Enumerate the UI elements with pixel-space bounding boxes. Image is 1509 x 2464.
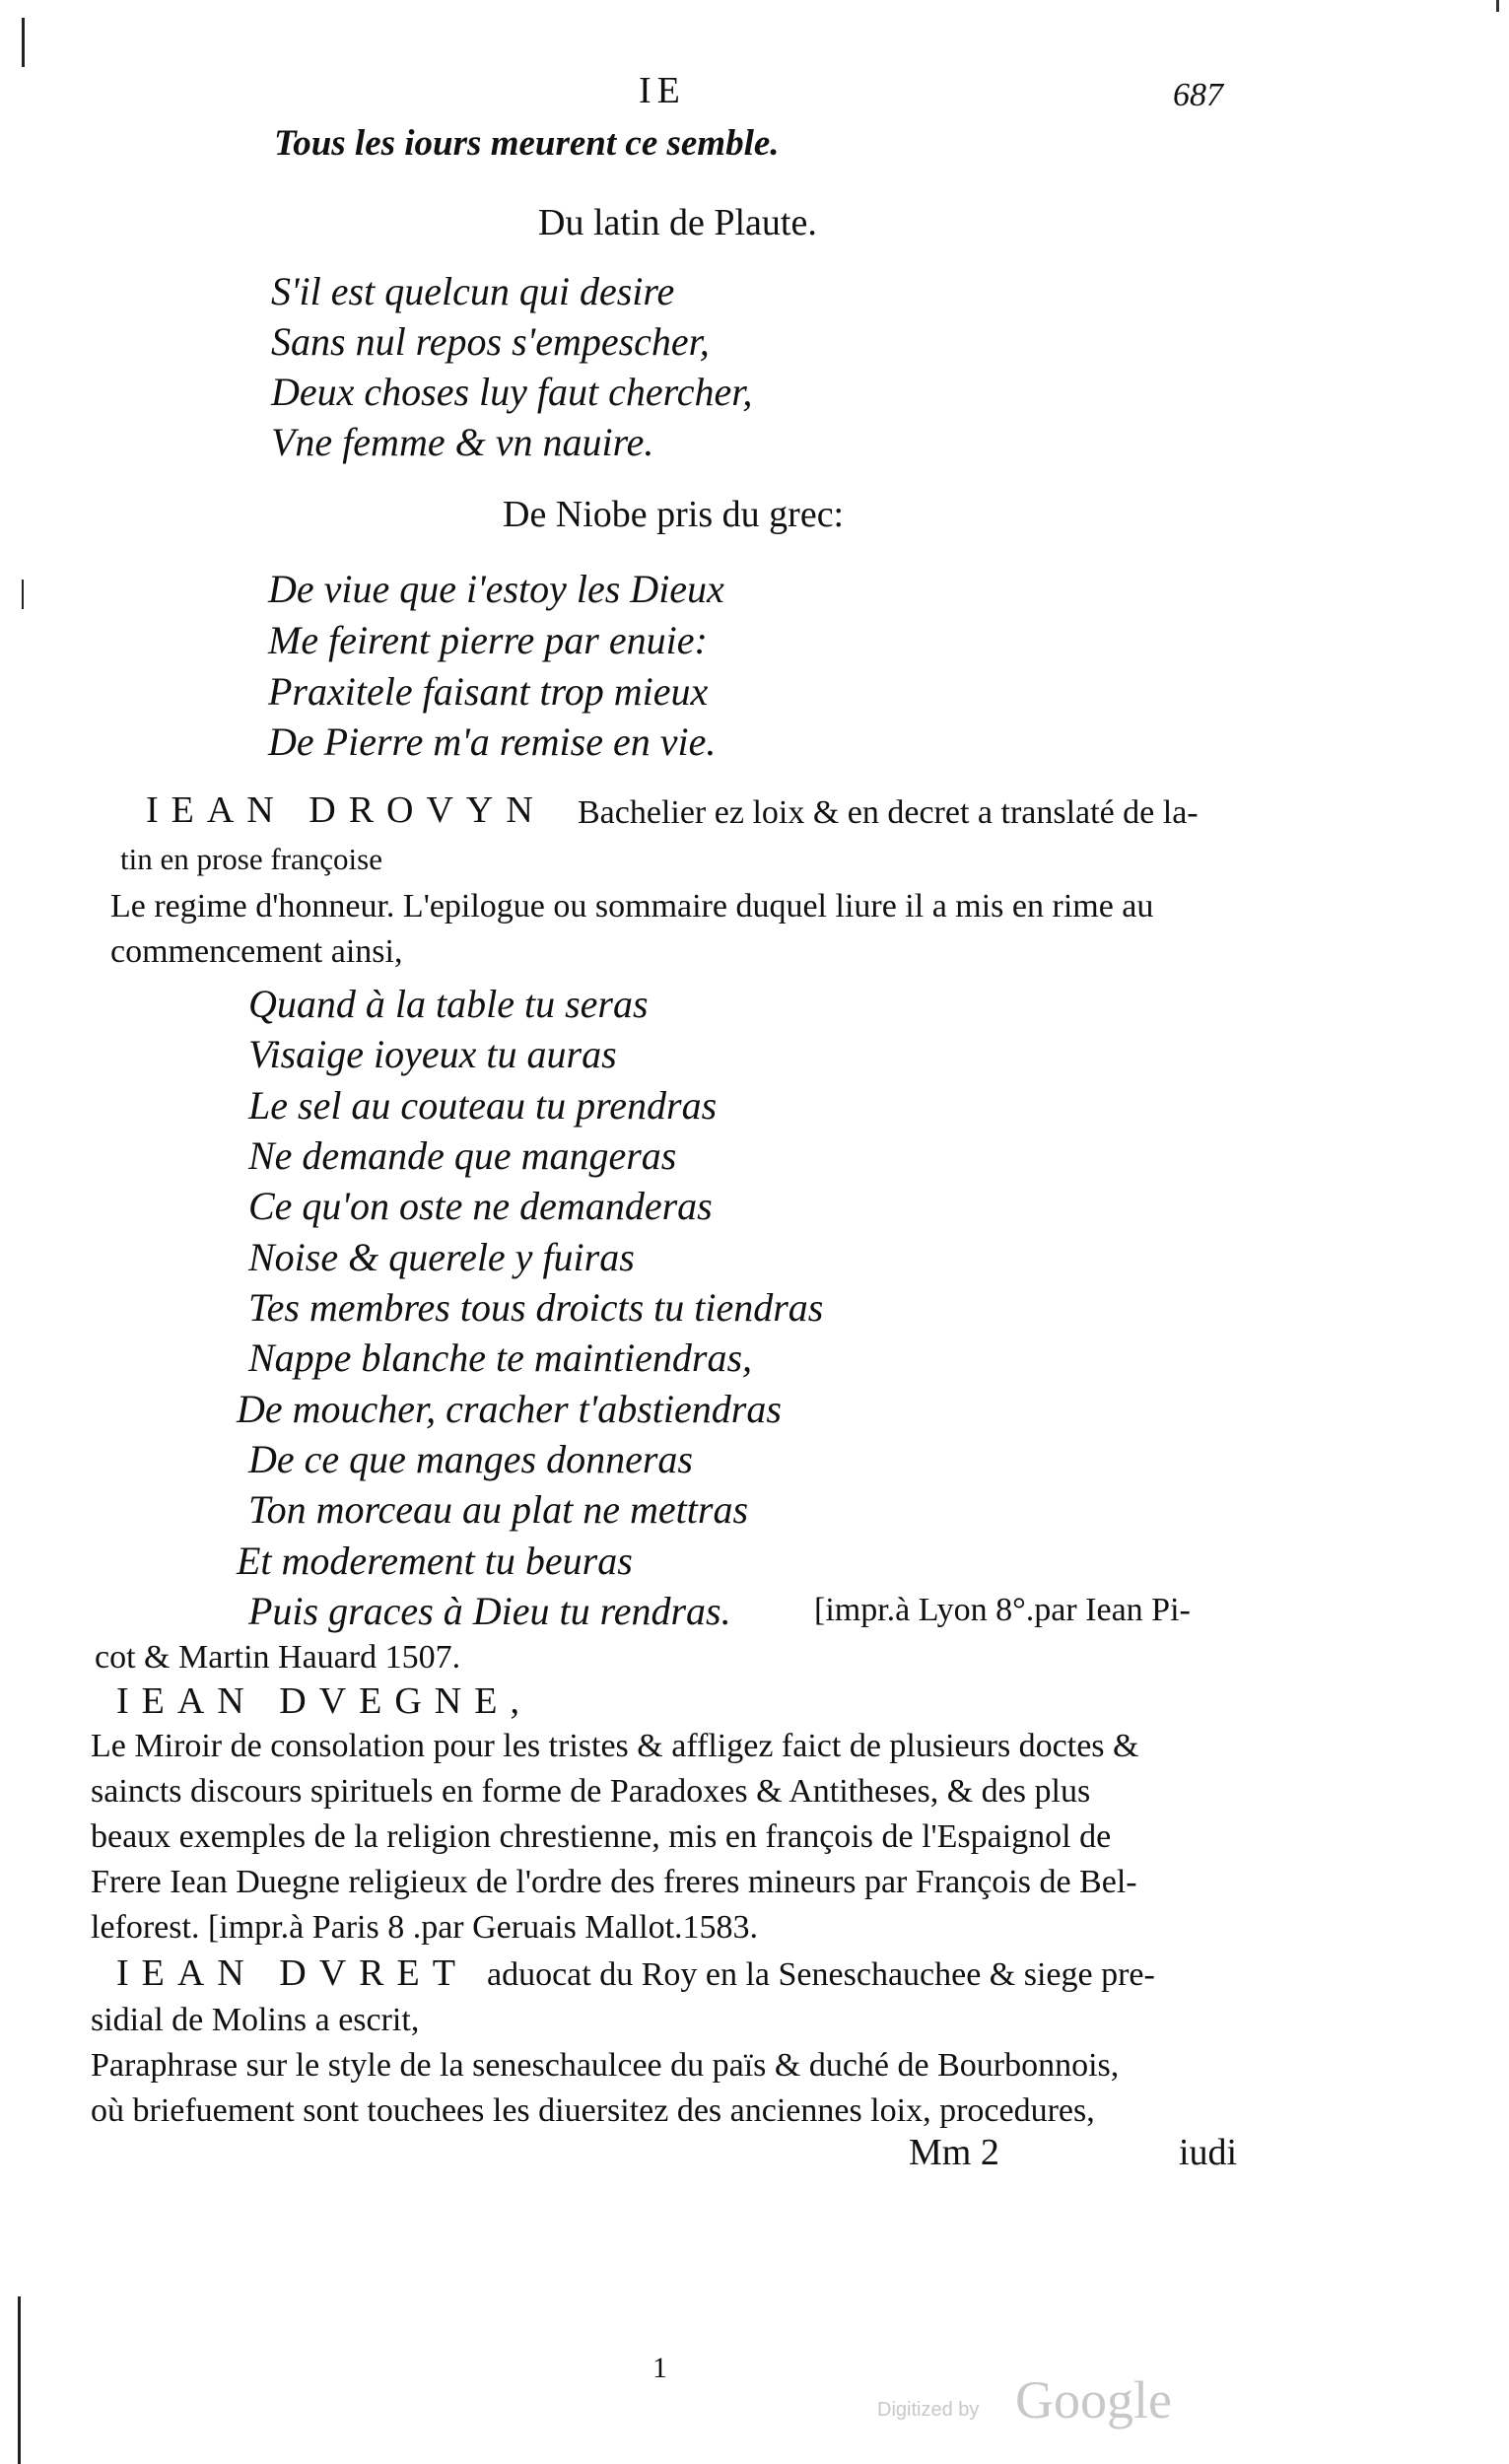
author-name-duret: IEAN DVRET — [116, 1952, 468, 1994]
duret-line-4: où briefuement sont touchees les diuersitez des anciennes loix, procedures, — [91, 2092, 1095, 2129]
duegne-line-3: beaux exemples de la religion chrestienne, mis en françois de l'Espaignol de — [91, 1818, 1112, 1855]
page-number: 687 — [1173, 77, 1223, 113]
duret-line-3: Paraphrase sur le style de la seneschaulcee du païs & duché de Bourbonnois, — [91, 2047, 1120, 2084]
verse-plaute-1: S'il est quelcun qui desire — [271, 269, 675, 313]
drouyn-imprint: [impr.à Lyon 8°.par Iean Pi- — [814, 1592, 1191, 1628]
digitized-by-label: Digitized by — [877, 2399, 980, 2421]
verse-plaute-3: Deux choses luy faut chercher, — [271, 370, 753, 414]
drouyn-line-2: tin en prose françoise — [120, 842, 382, 876]
author-name-duegne: IEAN DVEGNE, — [116, 1680, 532, 1722]
drouyn-verse-13: Puis graces à Dieu tu rendras. — [248, 1589, 731, 1633]
google-watermark-logo: Google — [1015, 2370, 1172, 2430]
duegne-line-1: Le Miroir de consolation pour les tristes & affligez faict de plusieurs doctes & — [91, 1728, 1139, 1764]
section-title-niobe: De Niobe pris du grec: — [503, 494, 845, 535]
drouyn-verse-6: Noise & querele y fuiras — [248, 1235, 635, 1279]
signature-mark: Mm 2 — [909, 2132, 999, 2173]
drouyn-line-1: Bachelier ez loix & en decret a translaté de la- — [578, 794, 1199, 831]
verse-niobe-3: Praxitele faisant trop mieux — [268, 669, 709, 714]
drouyn-verse-10: De ce que manges donneras — [248, 1437, 693, 1481]
drouyn-verse-8: Nappe blanche te maintiendras, — [248, 1335, 753, 1380]
drouyn-line-3: Le regime d'honneur. L'epilogue ou sommaire duquel liure il a mis en rime au — [110, 888, 1154, 924]
drouyn-verse-2: Visaige ioyeux tu auras — [248, 1032, 617, 1076]
drouyn-verse-12: Et moderement tu beuras — [237, 1539, 633, 1583]
page-mark: 1 — [652, 2352, 667, 2384]
drouyn-line-4: commencement ainsi, — [110, 933, 403, 970]
verse-plaute-4: Vne femme & vn nauire. — [271, 420, 654, 464]
duegne-line-2: saincts discours spirituels en forme de Paradoxes & Antitheses, & des plus — [91, 1773, 1091, 1810]
duret-line-2: sidial de Molins a escrit, — [91, 2002, 420, 2038]
drouyn-verse-9: De moucher, cracher t'abstiendras — [237, 1387, 782, 1431]
running-head: IE — [639, 70, 686, 111]
verse-niobe-1: De viue que i'estoy les Dieux — [268, 567, 724, 611]
drouyn-verse-4: Ne demande que mangeras — [248, 1133, 677, 1178]
drouyn-verse-7: Tes membres tous droicts tu tiendras — [248, 1285, 824, 1330]
page-edge-left — [22, 18, 25, 67]
page-edge-bottom — [18, 2296, 21, 2464]
verse-niobe-4: De Pierre m'a remise en vie. — [268, 719, 717, 764]
verse-niobe-2: Me feirent pierre par enuie: — [268, 618, 708, 662]
duegne-line-5: leforest. [impr.à Paris 8 .par Geruais Mallot.1583. — [91, 1909, 759, 1946]
drouyn-verse-11: Ton morceau au plat ne mettras — [248, 1487, 749, 1532]
drouyn-verse-5: Ce qu'on oste ne demanderas — [248, 1184, 713, 1228]
page-edge-right — [1496, 0, 1499, 12]
verse-plaute-2: Sans nul repos s'empescher, — [271, 319, 710, 364]
drouyn-verse-1: Quand à la table tu seras — [248, 982, 649, 1026]
author-name-drouyn: IEAN DROVYN — [146, 789, 546, 831]
duret-line-1: aduocat du Roy en la Seneschauchee & siege pre- — [487, 1956, 1155, 1993]
page-edge-mark — [22, 580, 24, 609]
drouyn-imprint-cont: cot & Martin Hauard 1507. — [95, 1639, 461, 1676]
section-title-plaute: Du latin de Plaute. — [538, 202, 817, 243]
intro-verse: Tous les iours meurent ce semble. — [274, 123, 780, 164]
catchword: iudi — [1179, 2132, 1238, 2173]
duegne-line-4: Frere Iean Duegne religieux de l'ordre des freres mineurs par François de Bel- — [91, 1864, 1137, 1900]
drouyn-verse-3: Le sel au couteau tu prendras — [248, 1083, 718, 1128]
